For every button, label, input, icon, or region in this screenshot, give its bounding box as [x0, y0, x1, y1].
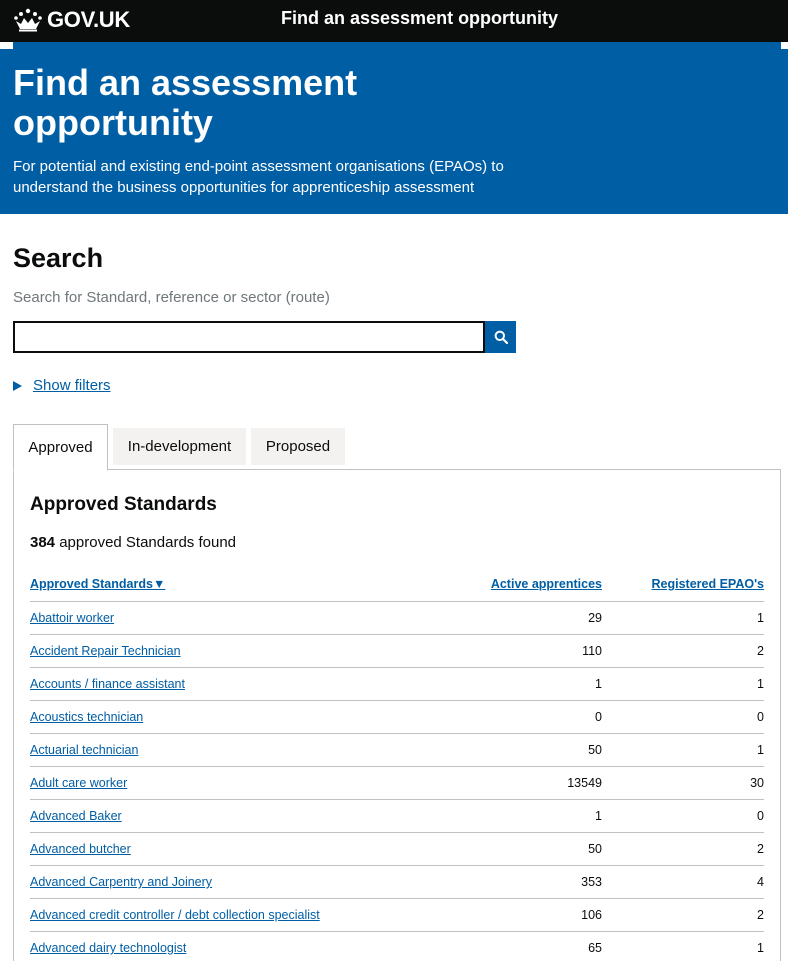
page-title: Find an assessment opportunity [13, 62, 358, 143]
table-row [30, 899, 764, 932]
registered-epaos-cell: 2 [757, 842, 764, 856]
registered-epaos-cell: 1 [757, 677, 764, 691]
active-apprentices-cell: 13549 [567, 776, 602, 790]
registered-epaos-cell: 2 [757, 908, 764, 922]
show-filters-toggle[interactable] [13, 377, 111, 394]
registered-epaos-cell: 1 [757, 611, 764, 625]
results-count [30, 534, 236, 551]
service-name[interactable]: Find an assessment opportunity [281, 8, 559, 28]
crown-icon [13, 8, 43, 32]
tab-proposed[interactable]: Proposed [251, 428, 345, 465]
standard-link[interactable]: Advanced dairy technologist [30, 941, 187, 955]
tab-approved[interactable]: Approved [13, 424, 108, 471]
search-label: Search for Standard, reference or sector (route) [13, 289, 330, 306]
search-heading: Search [13, 243, 104, 273]
active-apprentices-cell: 106 [581, 908, 602, 922]
panel-title: Approved Standards [30, 494, 217, 515]
standards-table [30, 569, 764, 961]
standard-link[interactable]: Acoustics technician [30, 710, 144, 724]
header-stripe [13, 42, 781, 49]
standard-link[interactable]: Accident Repair Technician [30, 644, 181, 658]
table-header [30, 569, 764, 602]
table-row [30, 602, 764, 635]
registered-epaos-cell: 30 [750, 776, 764, 790]
standard-link[interactable]: Actuarial technician [30, 743, 139, 757]
table-row [30, 833, 764, 866]
sort-desc-icon: ▼ [152, 577, 166, 591]
tab-in-development[interactable]: In-development [113, 428, 246, 465]
govuk-logo-text: GOV.UK [47, 7, 130, 32]
sort-standards-link[interactable] [30, 577, 165, 591]
active-apprentices-cell: 50 [588, 743, 602, 757]
standard-link[interactable]: Adult care worker [30, 776, 128, 790]
standard-link[interactable]: Accounts / finance assistant [30, 677, 185, 691]
active-apprentices-cell: 110 [582, 644, 602, 658]
active-apprentices-cell: 0 [595, 710, 602, 724]
standard-link[interactable]: Advanced credit controller / debt collection specialist [30, 908, 320, 922]
table-row [30, 635, 764, 668]
registered-epaos-cell: 4 [757, 875, 764, 889]
table-row [30, 767, 764, 800]
results-count-label: approved Standards found [55, 534, 236, 551]
table-row [30, 800, 764, 833]
table-row [30, 734, 764, 767]
active-apprentices-cell: 353 [581, 875, 602, 889]
search-button[interactable] [485, 321, 516, 353]
registered-epaos-cell: 1 [757, 743, 764, 757]
search-input[interactable] [13, 321, 485, 353]
results-count-number: 384 [30, 534, 56, 551]
page-description: For potential and existing end-point assessment organisations (EPAOs) to understand the business opportunities for apprenticeship assessment [13, 158, 504, 196]
table-row [30, 668, 764, 701]
table-row [30, 932, 764, 961]
table-body [30, 602, 764, 961]
show-filters-link[interactable]: Show filters [33, 377, 111, 394]
active-apprentices-cell: 65 [588, 941, 602, 955]
active-apprentices-cell: 1 [595, 677, 602, 691]
registered-epaos-cell: 2 [757, 644, 764, 658]
govuk-header [0, 0, 788, 42]
table-row [30, 866, 764, 899]
registered-epaos-cell: 0 [757, 809, 764, 823]
standard-link[interactable]: Abattoir worker [30, 611, 115, 625]
active-apprentices-cell: 1 [595, 809, 602, 823]
caret-right-icon [13, 381, 22, 391]
standard-link[interactable]: Advanced butcher [30, 842, 131, 856]
govuk-logo-link[interactable] [13, 6, 130, 34]
registered-epaos-cell: 0 [757, 710, 764, 724]
active-apprentices-cell: 50 [588, 842, 602, 856]
search-icon [494, 330, 508, 344]
registered-epaos-cell: 1 [757, 941, 764, 955]
sort-apprentices-link[interactable]: Active apprentices [490, 577, 602, 591]
standard-link[interactable]: Advanced Carpentry and Joinery [30, 875, 213, 889]
hero-banner [0, 49, 788, 214]
table-row [30, 701, 764, 734]
active-apprentices-cell: 29 [588, 611, 602, 625]
column-header-standards: Approved Standards [30, 577, 153, 591]
standard-link[interactable]: Advanced Baker [30, 809, 122, 823]
sort-epaos-link[interactable]: Registered EPAO's [651, 577, 764, 591]
